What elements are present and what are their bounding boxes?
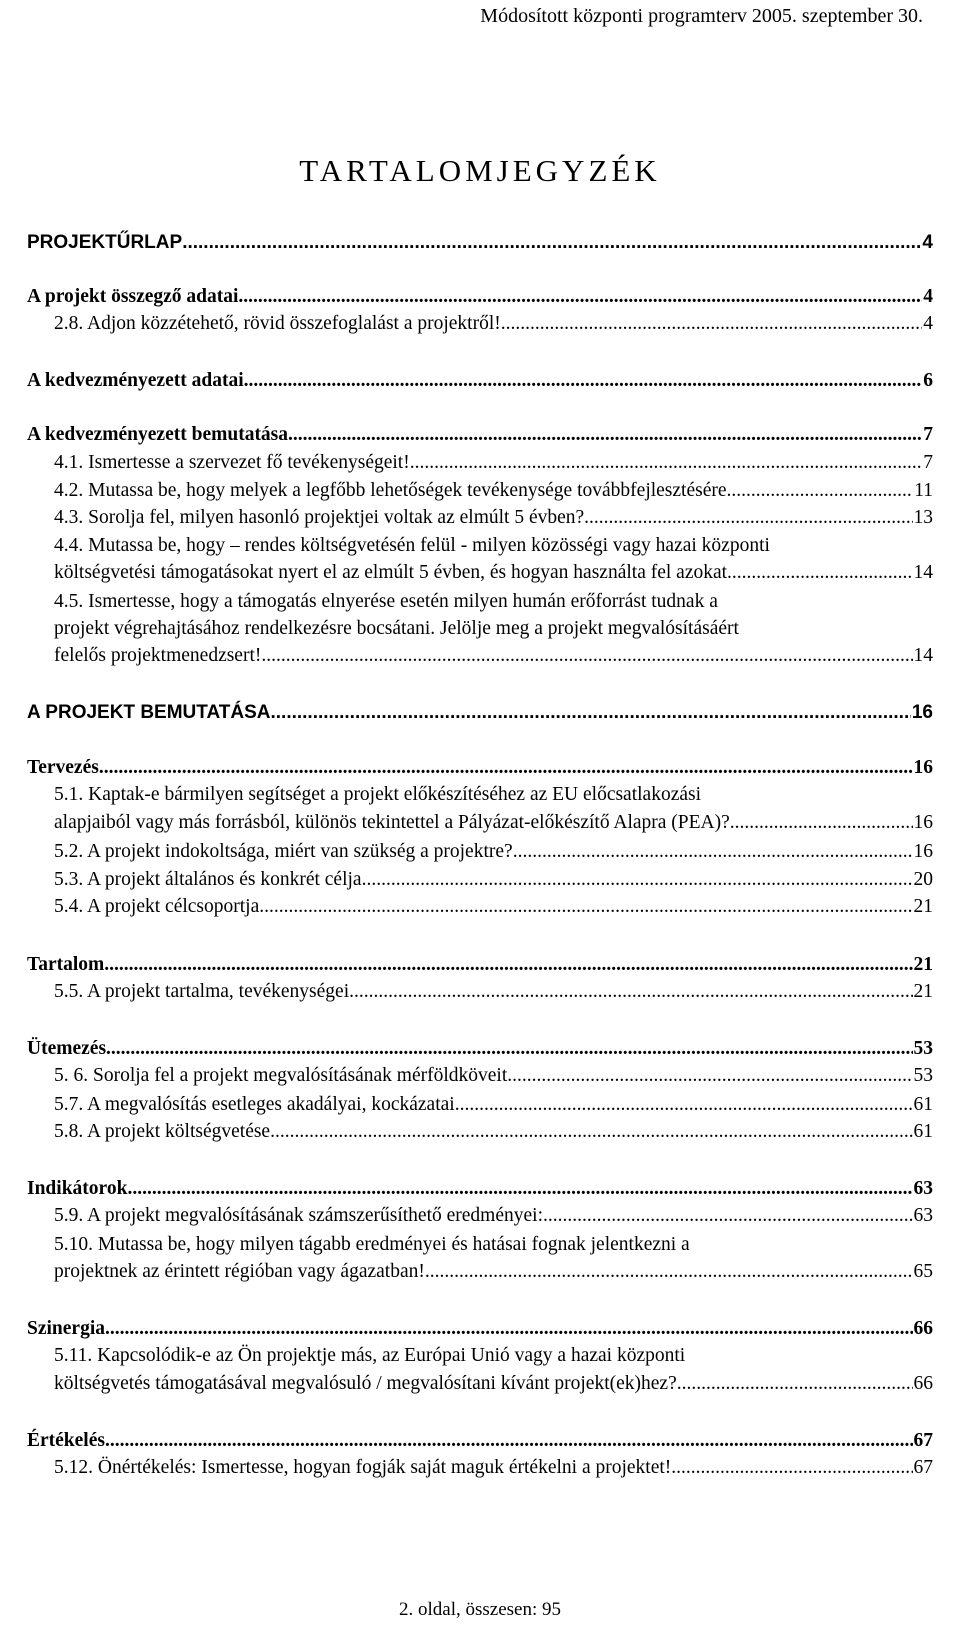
toc-dot-leader [727,476,914,506]
toc-entry[interactable] [27,1426,933,1456]
toc-entry[interactable] [54,531,933,561]
toc-entry[interactable] [27,698,933,728]
toc-entry[interactable] [54,1117,933,1147]
toc-dot-leader [584,503,912,533]
toc-dot-leader [455,1090,913,1120]
toc-dot-leader [270,698,910,728]
toc-dot-leader [238,282,922,312]
toc-page-number: 21 [913,954,933,975]
toc-entry-title: projekt végrehajtásához rendelkezésre bocsátani. Jelölje meg a projekt megvalósításáért [54,618,739,639]
toc-entry[interactable] [54,641,933,671]
toc-entry[interactable] [54,558,933,588]
toc-entry-title: 5.9. A projekt megvalósításának számszerűsíthető eredményei: [54,1205,543,1226]
toc-entry[interactable] [27,950,933,980]
toc-entry-title: 5.3. A projekt általános és konkrét célja [54,869,362,890]
toc-dot-leader [671,1453,912,1483]
toc-entry[interactable] [54,1061,933,1091]
toc-page-number: 67 [913,1457,933,1478]
toc-dot-leader [259,892,912,922]
toc-entry-title: 5.4. A projekt célcsoportja [54,896,260,917]
toc-entry[interactable] [54,808,933,838]
toc-page-number: 61 [913,1094,933,1115]
toc-page-number: 4 [923,313,933,334]
toc-entry-title: A projekt összegző adatai [27,286,239,307]
toc-entry-title: Tartalom [27,954,105,975]
toc-page-number: 63 [913,1205,933,1226]
toc-dot-leader [732,558,913,588]
toc-entry-title: 4.2. Mutassa be, hogy melyek a legfőbb lehetőségek tevékenysége továbbfejlesztésére [54,480,727,501]
toc-entry-title: költségvetési támogatásokat nyert el az elmúlt 5 évben, és hogyan használta fel azokat. [54,562,732,583]
toc-title: TARTALOMJEGYZÉK [299,153,661,188]
toc-entry[interactable] [27,366,933,396]
toc-entry[interactable] [27,1034,933,1064]
toc-dot-leader [677,1369,913,1399]
toc-dot-leader [105,1314,913,1344]
toc-entry-title: Szinergia [27,1318,105,1339]
toc-dot-leader [507,1061,912,1091]
toc-dot-leader [513,837,913,867]
toc-page-number: 21 [913,981,933,1002]
toc-entry[interactable] [54,977,933,1007]
toc-entry-title: költségvetés támogatásával megvalósuló / megvalósítani kívánt projekt(ek)hez? [54,1373,677,1394]
toc-dot-leader [270,1117,912,1147]
toc-dot-leader [410,448,923,478]
page-footer: 2. oldal, összesen: 95 [398,1599,561,1620]
toc-entry[interactable] [27,282,933,312]
toc-entry-title: 5.5. A projekt tartalma, tevékenységei [54,981,350,1002]
toc-entry-title: alapjaiból vagy más forrásból, különös tekintettel a Pályázat-előkészítő Alapra (PEA)? [54,812,730,833]
toc-page-number: 66 [913,1373,933,1394]
toc-entry-title: 5.8. A projekt költségvetése [54,1121,271,1142]
toc-entry-title: A kedvezményezett adatai [27,370,244,391]
toc-page-number: 14 [913,562,933,583]
toc-entry[interactable] [54,476,933,506]
toc-page-number: 53 [913,1065,933,1086]
toc-page-number: 16 [913,841,933,862]
toc-page-number: 6 [923,370,933,391]
toc-entry[interactable] [54,1453,933,1483]
toc-dot-leader [288,420,922,450]
toc-entry-title: felelős projektmenedzsert! [54,645,262,666]
toc-page-number: 16 [913,757,933,778]
toc-entry-title: PROJEKTŰRLAP [27,232,183,253]
toc-page-number: 7 [923,452,933,473]
toc-dot-leader [425,1257,913,1287]
toc-entry-title: Indikátorok [27,1178,128,1199]
toc-entry[interactable] [54,309,933,339]
toc-entry-title: 5. 6. Sorolja fel a projekt megvalósításának mérföldköveit [54,1065,508,1086]
toc-entry[interactable] [54,587,933,617]
toc-entry[interactable] [54,780,933,810]
toc-entry-title: 5.2. A projekt indokoltsága, miért van szükség a projektre? [54,841,513,862]
toc-entry[interactable] [54,614,933,644]
toc-page-number: 66 [913,1318,933,1339]
toc-dot-leader [127,1174,912,1204]
toc-entry[interactable] [54,1090,933,1120]
toc-dot-leader [104,950,912,980]
toc-entry-title: 4.1. Ismertesse a szervezet fő tevékenységeit! [54,452,410,473]
toc-page-number: 7 [923,424,933,445]
toc-page-number: 4 [922,232,933,253]
toc-entry[interactable] [54,448,933,478]
toc-page-number: 21 [913,896,933,917]
toc-page-number: 20 [913,869,933,890]
toc-entry-title: 5.12. Önértékelés: Ismertesse, hogyan fogják saját maguk értékelni a projektet! [54,1457,672,1478]
toc-entry[interactable] [27,228,933,258]
toc-page-number: 11 [914,480,933,501]
toc-entry[interactable] [54,1369,933,1399]
toc-entry-title: 5.10. Mutassa be, hogy milyen tágabb eredményei és hatásai fognak jelentkezni a [54,1234,690,1255]
toc-entry-title: 4.5. Ismertesse, hogy a támogatás elnyerése esetén milyen humán erőforrást tudnak a [54,591,718,612]
toc-entry-title: 5.7. A megvalósítás esetleges akadályai, kockázatai [54,1094,455,1115]
toc-page-number: 13 [913,507,933,528]
toc-dot-leader [261,641,912,671]
toc-entry-title: 5.11. Kapcsolódik-e az Ön projektje más, az Európai Unió vagy a hazai központi [54,1345,686,1366]
toc-dot-leader [106,1034,912,1064]
toc-entry[interactable] [54,892,933,922]
toc-dot-leader [182,228,921,258]
toc-entry[interactable] [54,1201,933,1231]
toc-dot-leader [99,753,913,783]
toc-dot-leader [501,309,923,339]
toc-entry[interactable] [54,503,933,533]
toc-entry[interactable] [27,420,933,450]
toc-page-number: 53 [913,1038,933,1059]
toc-page-number: 16 [913,812,933,833]
toc-entry[interactable] [54,837,933,867]
toc-page-number: 65 [913,1261,933,1282]
toc-entry-title: Tervezés [27,757,99,778]
toc-entry-title: projektnek az érintett régióban vagy ágazatban! [54,1261,425,1282]
toc-entry-title: 4.3. Sorolja fel, milyen hasonló projektjei voltak az elmúlt 5 évben? [54,507,585,528]
toc-page-number: 61 [913,1121,933,1142]
toc-entry[interactable] [54,1230,933,1260]
toc-dot-leader [730,808,913,838]
toc-entry-title: Ütemezés [27,1038,107,1059]
toc-entry[interactable] [54,1341,933,1371]
toc-entry-title: 2.8. Adjon közzétehető, rövid összefoglalást a projektről! [54,313,501,334]
toc-entry[interactable] [27,753,933,783]
toc-page-number: 63 [913,1178,933,1199]
toc-dot-leader [105,1426,913,1456]
toc-dot-leader [362,865,913,895]
toc-entry-title: 4.4. Mutassa be, hogy – rendes költségvetésén felül - milyen közösségi vagy hazai központi [54,535,770,556]
toc-entry[interactable] [27,1314,933,1344]
toc-entry[interactable] [54,1257,933,1287]
running-header: Módosított központi programterv 2005. szeptember 30. [480,5,923,27]
toc-page-number: 16 [911,702,933,723]
toc-page-number: 67 [913,1430,933,1451]
toc-entry-title: A kedvezményezett bemutatása [27,424,289,445]
toc-dot-leader [244,366,923,396]
toc-entry[interactable] [27,1174,933,1204]
toc-page-number: 14 [913,645,933,666]
toc-dot-leader [543,1201,913,1231]
toc-dot-leader [349,977,912,1007]
toc-entry[interactable] [54,865,933,895]
toc-entry-title: 5.1. Kaptak-e bármilyen segítséget a projekt előkészítéséhez az EU előcsatlakozási [54,784,702,805]
toc-entry-title: Értékelés [27,1430,105,1451]
toc-entry-title: A PROJEKT BEMUTATÁSA [27,702,271,723]
toc-page-number: 4 [923,286,933,307]
